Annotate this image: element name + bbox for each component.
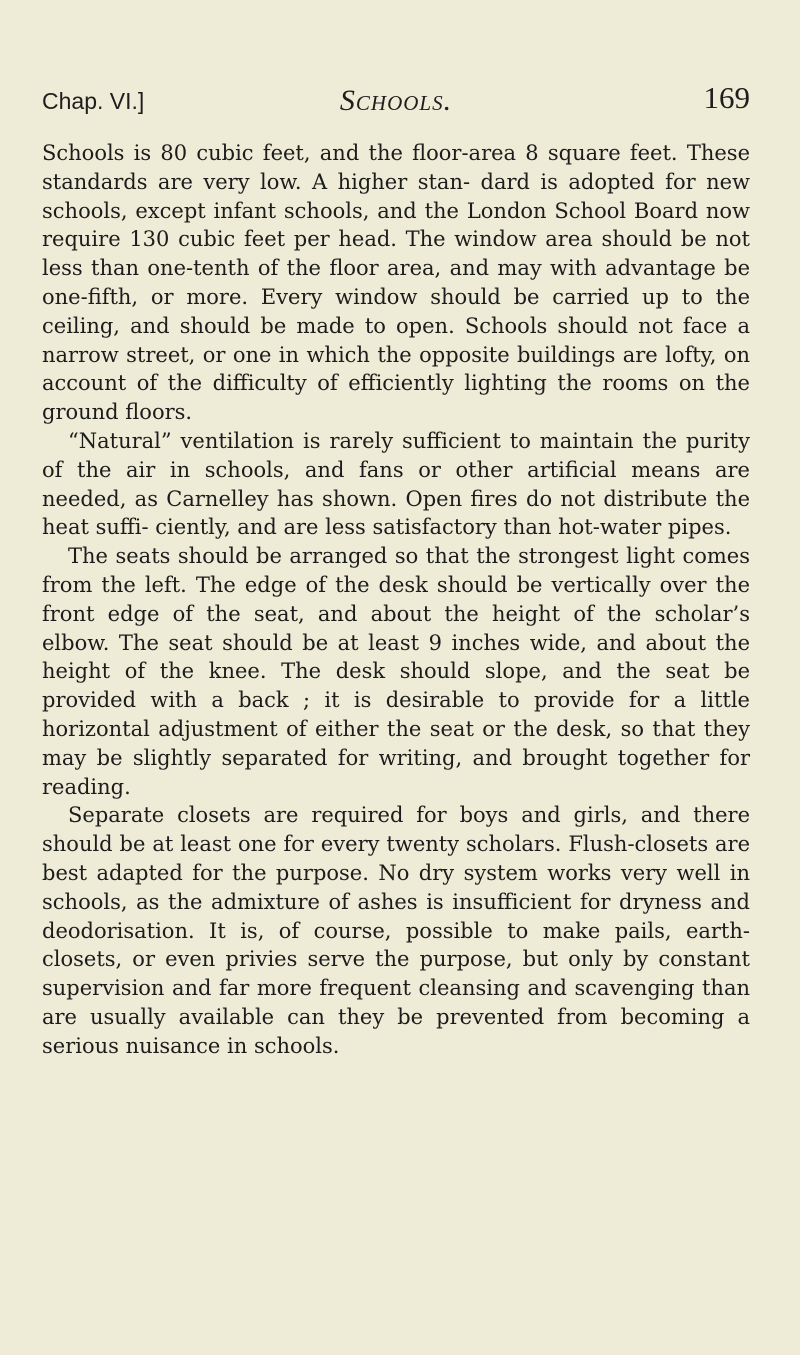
paragraph-window-area: Schools is 80 cubic feet, and the floor-area 8 square feet. These standards are very low. A higher stan- dard is adopted for new schools, except infant schools, and the London School Board now require 130 cubic feet per head. The window area should be not less than one-tenth of the floor area, and may with advantage be one-fifth, or more. Every window should be carried up to the ceiling, and should be made to open. Schools should not face a narrow street, or one in which the opposite buildings are lofty, on account of the difficulty of efficiently lighting the rooms on the ground floors. <box>42 141 750 425</box>
paragraph-seating: The seats should be arranged so that the strongest light comes from the left. The edge of the desk should be vertically over the front edge of the seat, and about the height of the scholar’s elbow. The seat should be at least 9 inches wide, and about the height of the knee. The desk should slope, and the seat be provided with a back ; it is desirable to provide for a little horizontal adjustment of either the seat or the desk, so that they may be slightly separated for writing, and brought together for reading. <box>42 544 750 799</box>
paragraph-ventilation: “Natural” ventilation is rarely sufficient to maintain the purity of the air in schools, and fans or other artificial means are needed, as Carnelley has shown. Open fires do not distribute the heat suffi- ciently, and are less satisfactory than hot-water pipes. <box>42 428 750 540</box>
running-title: Schools. <box>339 84 453 117</box>
running-head <box>42 80 750 120</box>
paragraph-closets: Separate closets are required for boys and girls, and there should be at least one for every twenty scholars. Flush-closets are best adapted for the purpose. No dry system works very well in schools, as the admixture of ashes is insufficient for dryness and deodorisation. It is, of course, possible to make pails, earth-closets, or even privies serve the purpose, but only by constant supervision and far more frequent cleansing and scavenging than are usually available can they be prevented from becoming a serious nuisance in schools. <box>42 803 750 1058</box>
chapter-label: Chap. VI.] <box>42 88 145 114</box>
body-text <box>42 139 750 1061</box>
page-number: 169 <box>703 80 750 115</box>
